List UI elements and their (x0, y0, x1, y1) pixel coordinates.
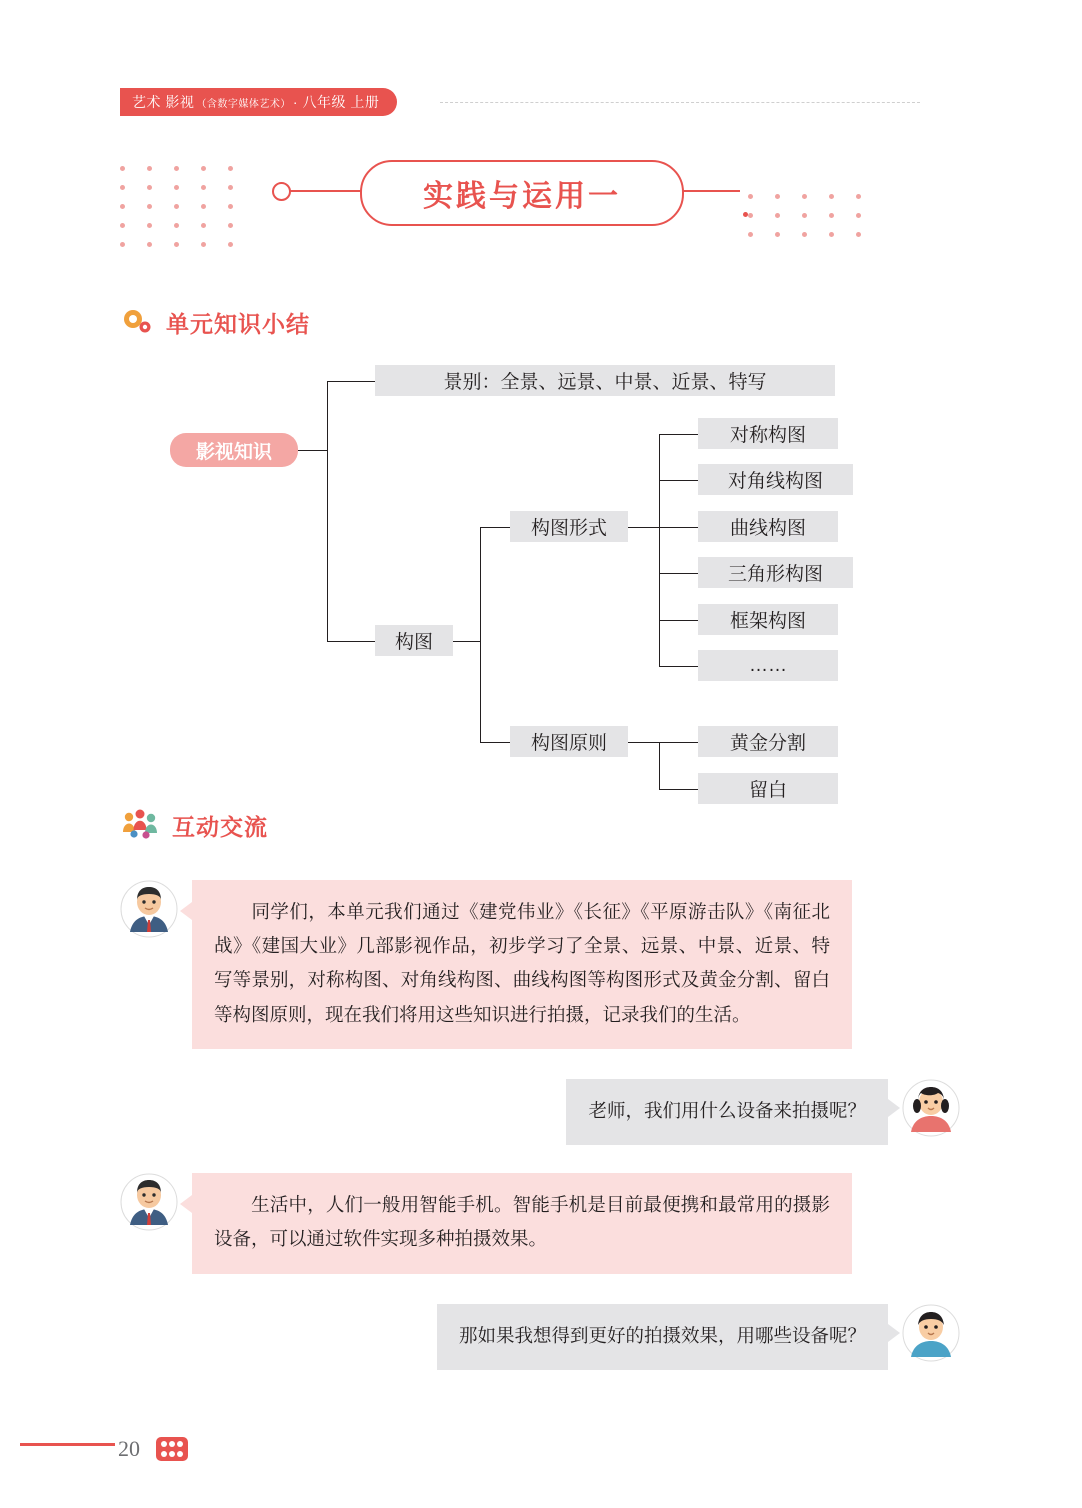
mindmap-connector-root-vert (327, 381, 328, 641)
mindmap-leaf-form: 框架构图 (698, 604, 838, 635)
mindmap-leaf-form: 对角线构图 (698, 464, 853, 495)
page-number: 20 (118, 1436, 140, 1461)
knowledge-mindmap (120, 365, 960, 805)
chat-bubble-student (437, 1304, 888, 1370)
teacher-avatar (120, 880, 178, 938)
mindmap-node-form: 构图形式 (510, 511, 628, 542)
chat-row (120, 1173, 960, 1273)
mindmap-leaf-form: 三角形构图 (698, 557, 853, 588)
mindmap-connector-comp-to-principle (480, 742, 510, 743)
chat-bubble-teacher (192, 880, 852, 1049)
mindmap-connector-principle (628, 742, 660, 743)
section-label-summary: 单元知识小结 (166, 310, 310, 337)
mindmap-connector-principle-vert (659, 742, 660, 789)
mindmap-branch-form-4 (659, 620, 699, 621)
mindmap-connector-comp-to-form (480, 527, 510, 528)
mindmap-branch-form-3 (659, 573, 699, 574)
banner-circle-marker (272, 182, 291, 201)
chat-text: 那如果我想得到更好的拍摄效果，用哪些设备呢？ (458, 1326, 866, 1347)
chat-text: 生活中，人们一般用智能手机。智能手机是目前最便携和最常用的摄影设备，可以通过软件实现多种拍摄效果。 (214, 1196, 830, 1251)
mindmap-connector-root (298, 450, 328, 451)
mindmap-node-principle: 构图原则 (510, 726, 628, 757)
section-heading-interaction (120, 808, 268, 842)
page-title: 实践与运用一 (423, 180, 621, 213)
banner-line-left (290, 190, 362, 192)
people-icon (120, 808, 160, 842)
mindmap-leaf-form: …… (698, 650, 838, 681)
mindmap-branch-form-2 (659, 527, 699, 528)
banner-dot-b (743, 212, 748, 217)
header-subject-tag (120, 88, 397, 116)
chat-row (120, 1079, 960, 1145)
chat-text: 老师，我们用什么设备来拍摄呢？ (588, 1101, 866, 1122)
banner-dots-right (748, 194, 861, 237)
mindmap-connector-root-to-shots (327, 381, 375, 382)
header-grade: · 八年级 上册 (292, 94, 380, 110)
mindmap-connector-root-to-composition (327, 641, 375, 642)
footer-rule (20, 1443, 115, 1446)
mindmap-leaf-form: 对称构图 (698, 418, 838, 449)
teacher-avatar (120, 1173, 178, 1231)
mindmap-leaf-principle: 黄金分割 (698, 726, 838, 757)
mindmap-leaf-principle: 留白 (698, 773, 838, 804)
film-reel-icon (155, 1434, 189, 1464)
mindmap-leaf-form: 曲线构图 (698, 511, 838, 542)
girl-avatar (902, 1079, 960, 1137)
chat-row (120, 1304, 960, 1370)
mindmap-root-node: 影视知识 (170, 433, 298, 467)
mindmap-branch-principle-0 (659, 742, 699, 743)
interaction-dialogue (120, 880, 960, 1392)
mindmap-branch-form-1 (659, 480, 699, 481)
header-divider (440, 102, 920, 103)
chapter-banner (100, 150, 930, 270)
mindmap-branch-form-0 (659, 434, 699, 435)
header-subject-paren: （含数字媒体艺术） (196, 98, 291, 110)
banner-pill (360, 160, 684, 226)
banner-dots-left (120, 166, 233, 247)
section-label-interaction: 互动交流 (172, 813, 268, 840)
mindmap-connector-form-vert (659, 434, 660, 666)
boy-avatar (902, 1304, 960, 1362)
banner-line-right (680, 190, 740, 192)
page-header (120, 88, 920, 118)
mindmap-node-composition: 构图 (375, 625, 453, 656)
mindmap-branch-form-5 (659, 666, 699, 667)
header-subject: 艺术 影视 (132, 94, 195, 110)
mindmap-connector-comp (453, 641, 481, 642)
chat-bubble-student (566, 1079, 888, 1145)
gear-icon (120, 305, 154, 339)
chat-text: 同学们，本单元我们通过《建党伟业》《长征》《平原游击队》《南征北战》《建国大业》几部影视作品，初步学习了全景、远景、中景、近景、特写等景别，对称构图、对角线构图、曲线构图等构图形式及黄金分割、留白等构图原则，现在我们将用这些知识进行拍摄，记录我们的生活。 (214, 903, 830, 1026)
chat-row (120, 880, 960, 1049)
mindmap-node-shots: 景别：全景、远景、中景、近景、特写 (375, 365, 835, 396)
mindmap-branch-principle-1 (659, 789, 699, 790)
mindmap-connector-comp-vert (480, 527, 481, 742)
mindmap-connector-form (628, 527, 660, 528)
section-heading-summary (120, 305, 310, 339)
chat-bubble-teacher (192, 1173, 852, 1273)
